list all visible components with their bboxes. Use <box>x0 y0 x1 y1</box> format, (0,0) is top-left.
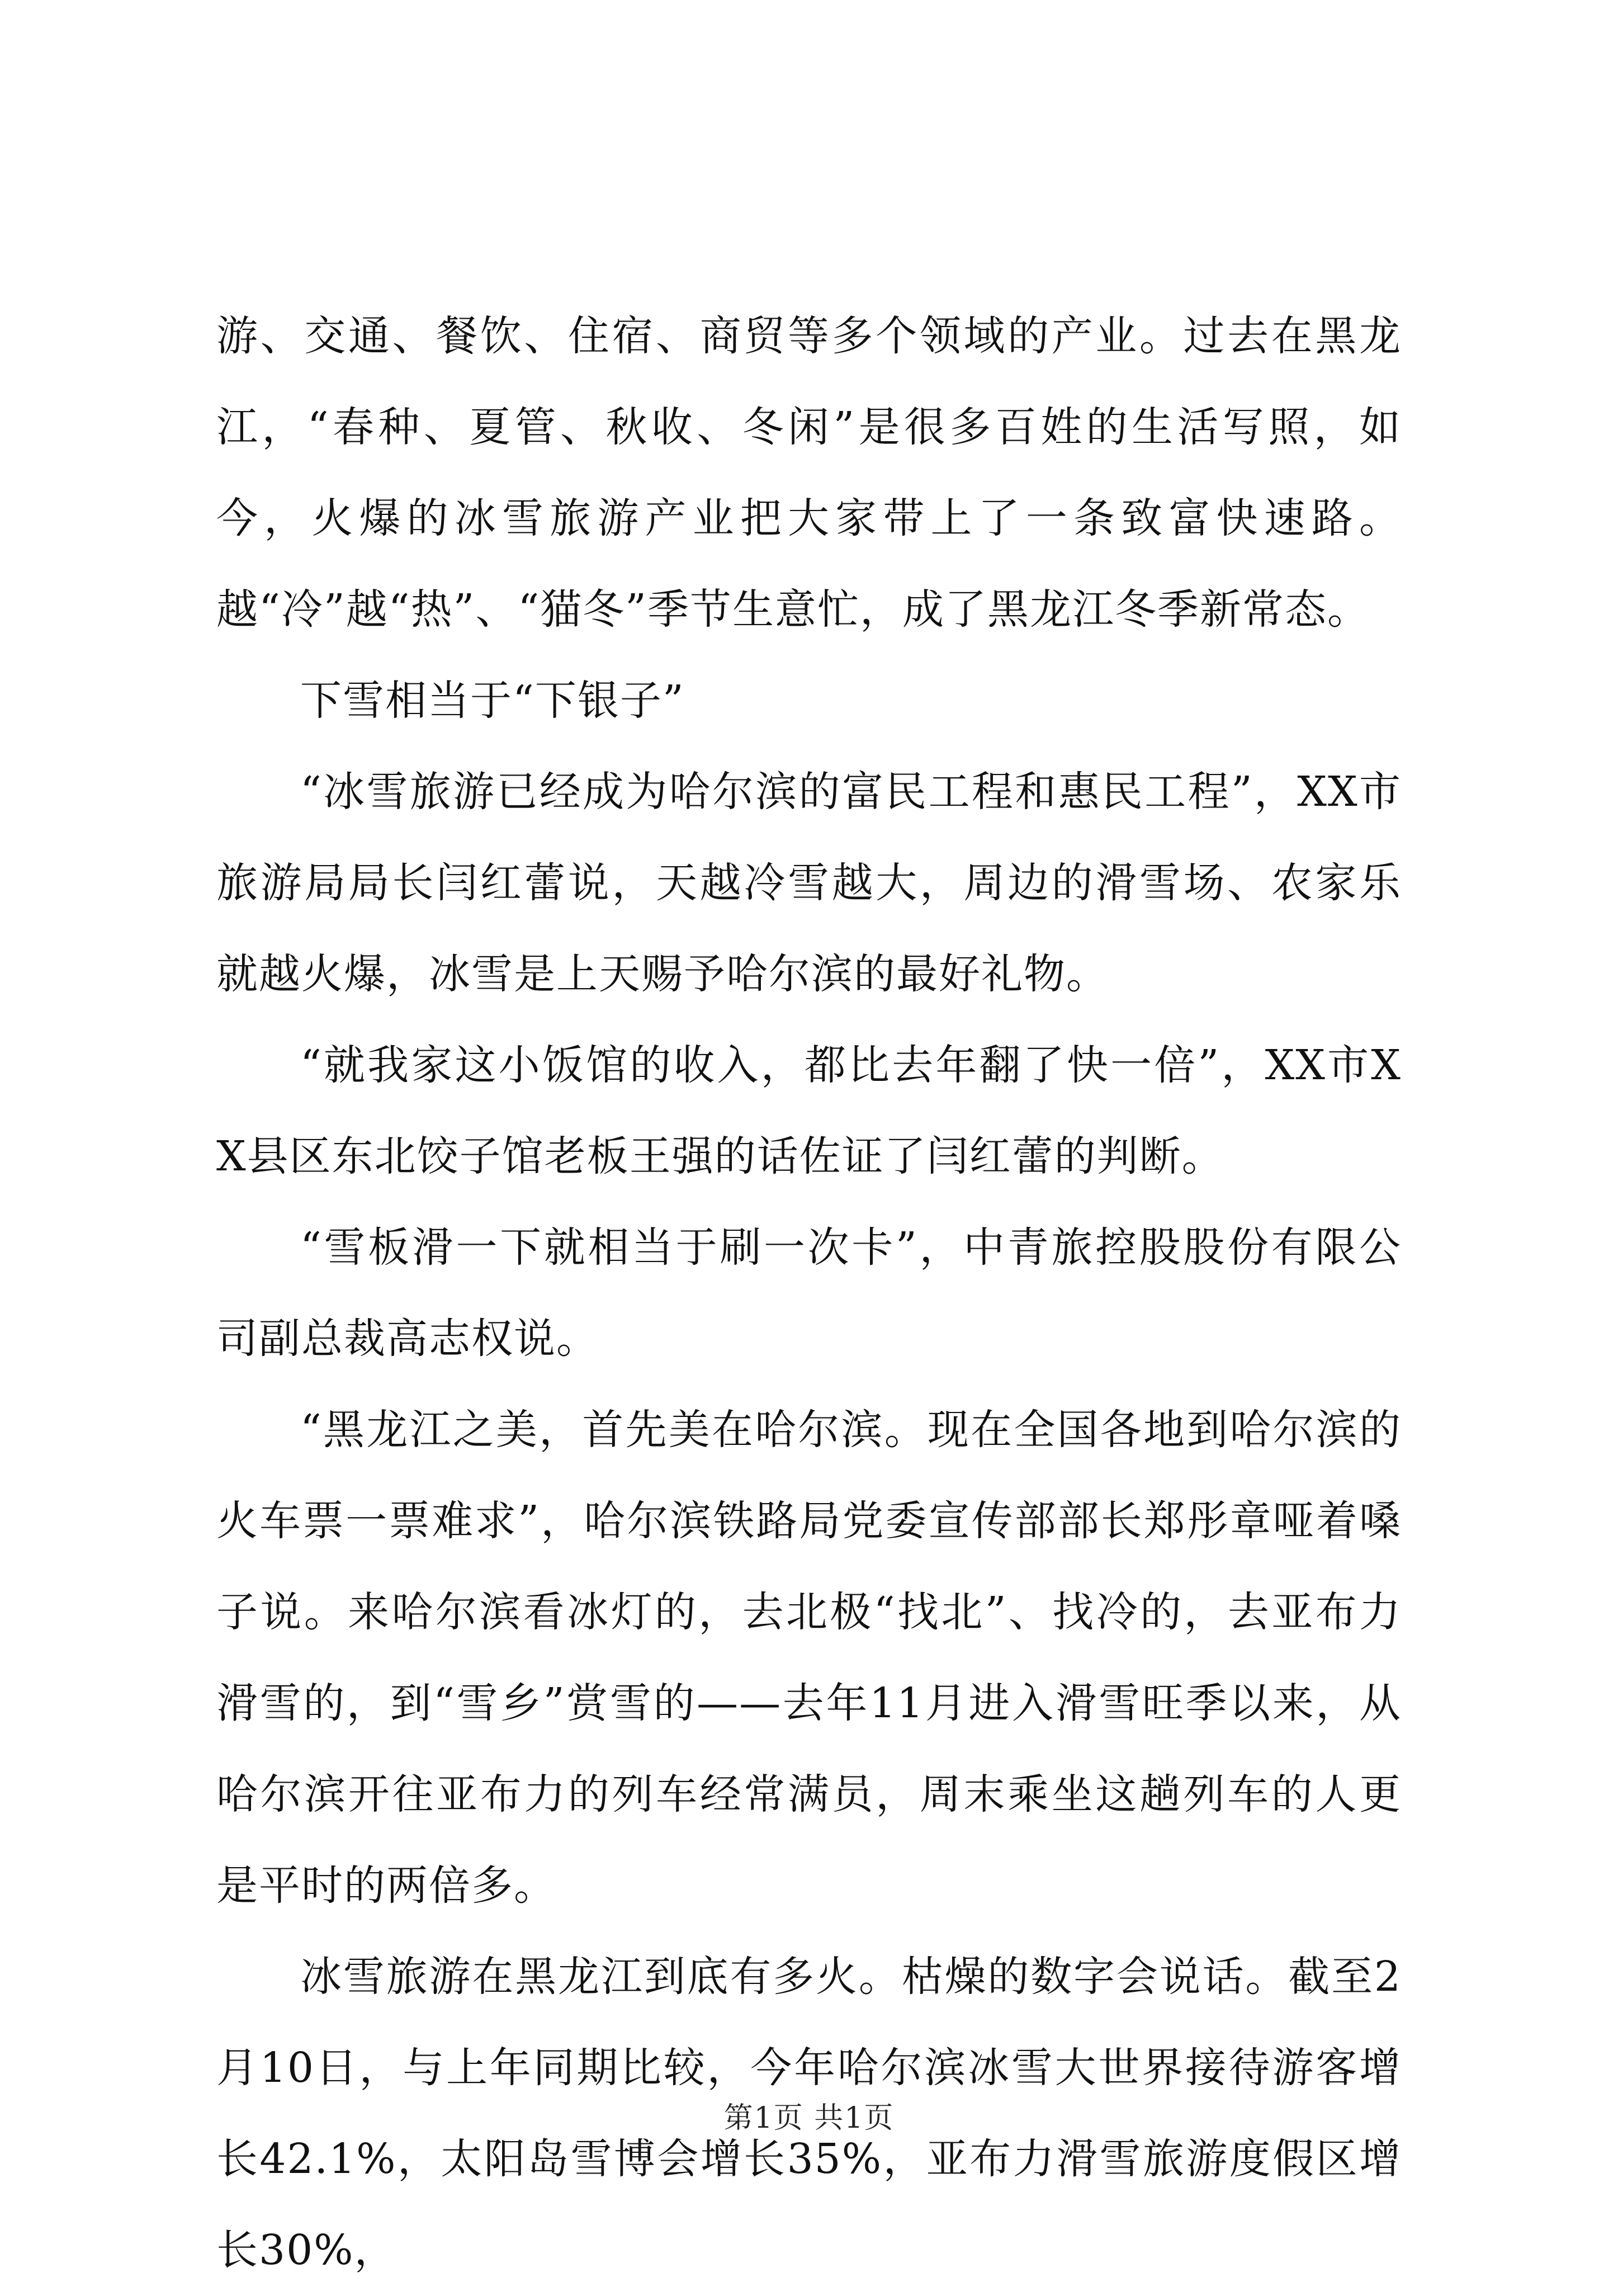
paragraph-continuation: 游、交通、餐饮、住宿、商贸等多个领域的产业。过去在黑龙江，“春种、夏管、秋收、冬闲”是很多百姓的生活写照，如今，火爆的冰雪旅游产业把大家带上了一条致富快速路。越“冷”越“热”、“猫冬”季节生意忙，成了黑龙江冬季新常态。 <box>216 312 1402 634</box>
paragraph-statistics: 冰雪旅游在黑龙江到底有多火。枯燥的数字会说话。截至2月10日，与上年同期比较，今年哈尔滨冰雪大世界接待游客增长42.1%，太阳岛雪博会增长35%，亚布力滑雪旅游度假区增长30%， <box>216 1953 1402 2274</box>
document-body <box>216 291 1402 2296</box>
section-heading: 下雪相当于“下银子” <box>300 677 685 725</box>
paragraph-quote-cyts: “雪板滑一下就相当于刷一次卡”，中青旅控股股份有限公司副总裁高志权说。 <box>216 1223 1402 1363</box>
paragraph-quote-railway: “黑龙江之美，首先美在哈尔滨。现在全国各地到哈尔滨的火车票一票难求”，哈尔滨铁路局党委宣传部部长郑彤章哑着嗓子说。来哈尔滨看冰灯的，去北极“找北”、找冷的，去亚布力滑雪的，到“雪乡”赏雪的——去年11月进入滑雪旺季以来，从哈尔滨开往亚布力的列车经常满员，周末乘坐这趟列车的人更是平时的两倍多。 <box>216 1406 1402 1910</box>
paragraph-quote-tourism-bureau: “冰雪旅游已经成为哈尔滨的富民工程和惠民工程”，XX市旅游局局长闫红蕾说，天越冷雪越大，周边的滑雪场、农家乐就越火爆，冰雪是上天赐予哈尔滨的最好礼物。 <box>216 768 1402 998</box>
page-footer: 第1页 共1页 <box>723 2101 895 2135</box>
paragraph-quote-restaurant-owner: “就我家这小饭馆的收入，都比去年翻了快一倍”，XX市XX县区东北饺子馆老板王强的话佐证了闫红蕾的判断。 <box>216 1041 1402 1180</box>
